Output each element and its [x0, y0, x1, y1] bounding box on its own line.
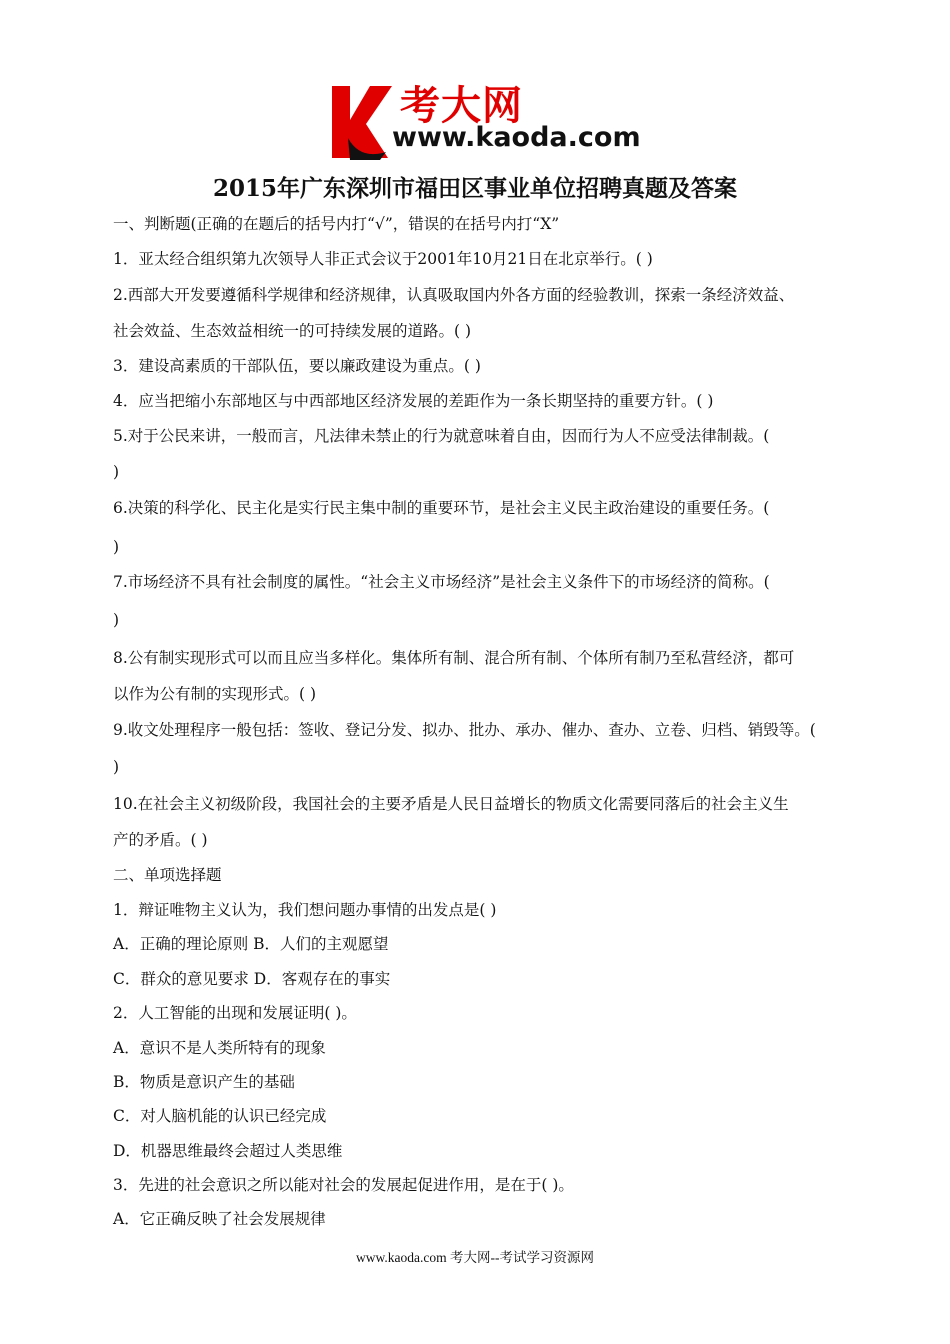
logo-name: 考大网 [400, 83, 523, 129]
option-line: C．群众的意见要求 D．客观存在的事实 [113, 970, 391, 988]
option-line: A．它正确反映了社会发展规律 [113, 1210, 326, 1228]
question-line: 2．人工智能的出现和发展证明( )。 [113, 1004, 357, 1022]
option-line: C．对人脑机能的认识已经完成 [113, 1107, 327, 1125]
page-title: 2015年广东深圳市福田区事业单位招聘真题及答案 [212, 175, 737, 202]
question-line: 6.决策的科学化、民主化是实行民主集中制的重要环节，是社会主义民主政治建设的重要任务。( [113, 499, 770, 517]
k-logo-icon [330, 80, 400, 160]
question-line: 10.在社会主义初级阶段，我国社会的主要矛盾是人民日益增长的物质文化需要同落后的社会主义生 [113, 795, 789, 813]
question-line: 4．应当把缩小东部地区与中西部地区经济发展的差距作为一条长期坚持的重要方针。( ) [113, 392, 714, 410]
section-heading: 一、判断题(正确的在题后的括号内打“√”，错误的在括号内打“X” [113, 215, 560, 233]
question-line: 9.收文处理程序一般包括：签收、登记分发、拟办、批办、承办、催办、查办、立卷、归档、销毁等。( [113, 721, 816, 739]
question-line: 2.西部大开发要遵循科学规律和经济规律，认真吸取国内外各方面的经验教训，探索一条经济效益、 [113, 286, 795, 304]
question-line: 7.市场经济不具有社会制度的属性。“社会主义市场经济”是社会主义条件下的市场经济的简称。( [113, 573, 770, 591]
question-line: ) [113, 758, 120, 776]
question-line: 3．先进的社会意识之所以能对社会的发展起促进作用，是在于( )。 [113, 1176, 574, 1194]
option-line: A．正确的理论原则 B．人们的主观愿望 [113, 935, 389, 953]
logo-url: www.kaoda.com [392, 122, 641, 153]
question-line: ) [113, 463, 120, 481]
option-line: A．意识不是人类所特有的现象 [113, 1039, 326, 1057]
question-line: 1．辩证唯物主义认为，我们想问题办事情的出发点是( ) [113, 901, 497, 919]
question-line: 3．建设高素质的干部队伍，要以廉政建设为重点。( ) [113, 357, 481, 375]
question-line: 以作为公有制的实现形式。( ) [113, 685, 317, 703]
question-line: ) [113, 611, 120, 629]
section-heading: 二、单项选择题 [113, 866, 222, 884]
kaoda-logo [330, 78, 660, 162]
option-line: B．物质是意识产生的基础 [113, 1073, 295, 1091]
question-line: 产的矛盾。( ) [113, 831, 208, 849]
question-line: 5.对于公民来讲，一般而言，凡法律未禁止的行为就意味着自由，因而行为人不应受法律制裁。( [113, 427, 770, 445]
question-line: 1．亚太经合组织第九次领导人非正式会议于2001年10月21日在北京举行。( ) [113, 250, 653, 268]
page-footer: www.kaoda.com 考大网--考试学习资源网 [356, 1250, 594, 1265]
question-line: ) [113, 538, 120, 556]
question-line: 8.公有制实现形式可以而且应当多样化。集体所有制、混合所有制、个体所有制乃至私营经济，都可 [113, 649, 795, 667]
question-line: 社会效益、生态效益相统一的可持续发展的道路。( ) [113, 322, 472, 340]
option-line: D．机器思维最终会超过人类思维 [113, 1142, 343, 1160]
